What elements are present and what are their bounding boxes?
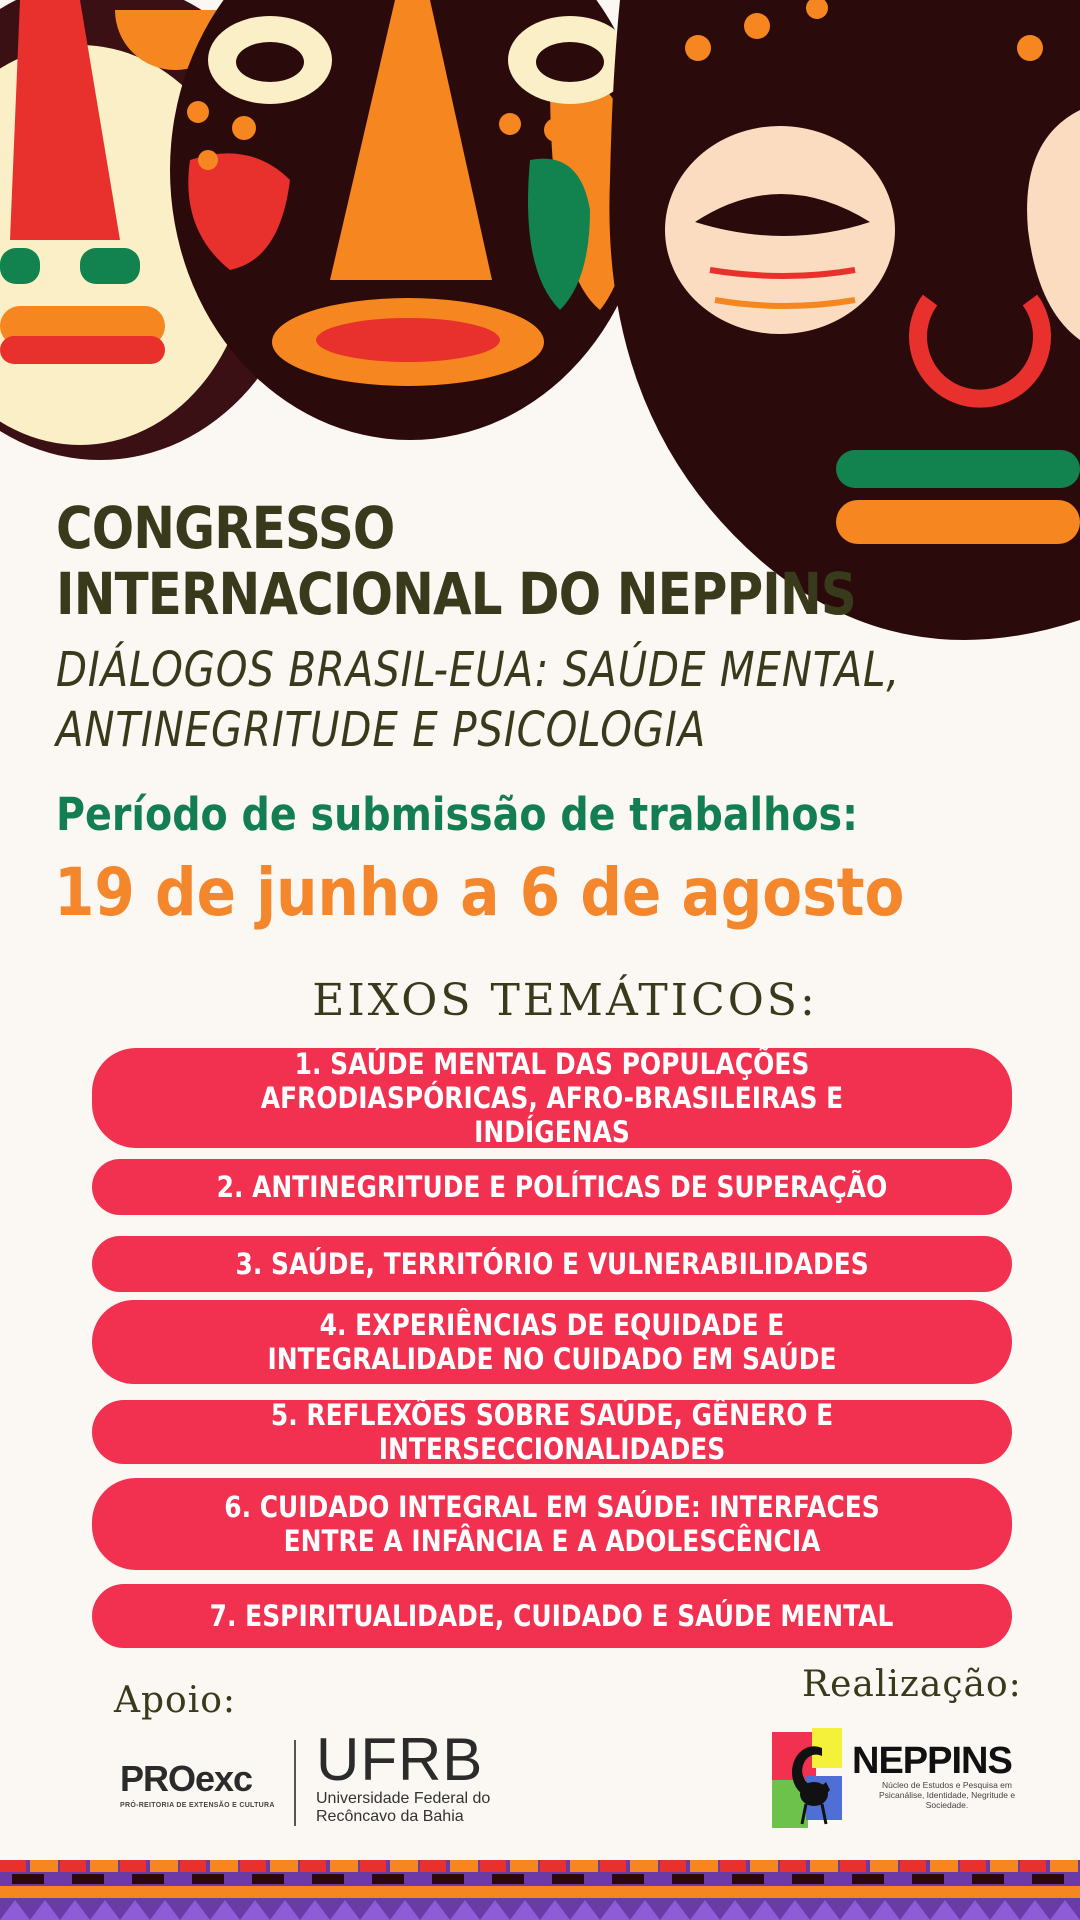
axis-item-2 bbox=[92, 1159, 1012, 1215]
proexc-logo bbox=[120, 1758, 275, 1809]
ufrb-line-2: Recôncavo da Bahia bbox=[316, 1808, 464, 1825]
ufrb-logo bbox=[316, 1726, 491, 1826]
axis-label: 3. SAÚDE, TERRITÓRIO E VULNERABILIDADES bbox=[235, 1247, 869, 1281]
axis-item-6 bbox=[92, 1478, 1012, 1570]
congress-subtitle bbox=[56, 640, 900, 760]
axis-label: 2. ANTINEGRITUDE E POLÍTICAS DE SUPERAÇÃO bbox=[216, 1170, 888, 1204]
logo-divider bbox=[294, 1740, 296, 1826]
subtitle-line: ANTINEGRITUDE E PSICOLOGIA bbox=[56, 702, 707, 758]
organizer-label: Realização: bbox=[802, 1664, 1022, 1705]
axis-item-3 bbox=[92, 1236, 1012, 1292]
axis-item-1 bbox=[92, 1048, 1012, 1148]
submission-dates: 19 de junho a 6 de agosto bbox=[54, 854, 905, 931]
axis-item-4 bbox=[92, 1300, 1012, 1384]
proexc-subtitle: PRÓ-REITORIA DE EXTENSÃO E CULTURA bbox=[120, 1802, 275, 1809]
axis-label: 6. CUIDADO INTEGRAL EM SAÚDE: INTERFACES ENTRE A INFÂNCIA E A ADOLESCÊNCIA bbox=[224, 1490, 880, 1558]
neppins-name: NEPPINS bbox=[852, 1740, 1012, 1782]
submission-label: Período de submissão de trabalhos: bbox=[56, 788, 858, 841]
ufrb-name: UFRB bbox=[316, 1726, 484, 1793]
congress-title bbox=[56, 495, 856, 627]
axis-label: 4. EXPERIÊNCIAS DE EQUIDADE E INTEGRALIDADE NO CUIDADO EM SAÚDE bbox=[267, 1308, 837, 1376]
title-line: INTERNACIONAL DO NEPPINS bbox=[56, 560, 856, 628]
axis-label: 5. REFLEXÕES SOBRE SAÚDE, GÊNERO E INTERSECCIONALIDADES bbox=[270, 1398, 834, 1466]
axes-heading: EIXOS TEMÁTICOS: bbox=[312, 975, 818, 1026]
patterned-footer-band bbox=[0, 1860, 1080, 1920]
ufrb-line-1: Universidade Federal do bbox=[316, 1790, 491, 1807]
proexc-name: PROexc bbox=[120, 1758, 253, 1799]
axis-item-7 bbox=[92, 1584, 1012, 1648]
subtitle-line: DIÁLOGOS BRASIL-EUA: SAÚDE MENTAL, bbox=[56, 642, 901, 698]
axis-label: 1. SAÚDE MENTAL DAS POPULAÇÕES AFRODIASPÓRICAS, AFRO-BRASILEIRAS E INDÍGENAS bbox=[260, 1047, 844, 1149]
axis-label: 7. ESPIRITUALIDADE, CUIDADO E SAÚDE MENTAL bbox=[210, 1599, 894, 1633]
neppins-description: Núcleo de Estudos e Pesquisa em Psicanálise, Identidade, Negritude e Sociedade. bbox=[878, 1780, 1016, 1810]
title-line: CONGRESSO bbox=[56, 494, 395, 562]
support-label: Apoio: bbox=[114, 1680, 237, 1721]
axis-item-5 bbox=[92, 1400, 1012, 1464]
